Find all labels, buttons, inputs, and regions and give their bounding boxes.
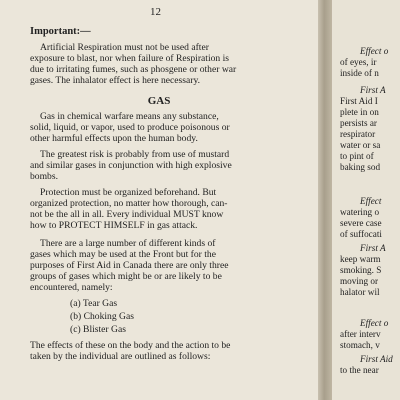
paragraph-line: not be the all in all. Every individual MUST know xyxy=(30,209,224,220)
right-line: to pint of xyxy=(340,151,374,161)
right-line: baking sod xyxy=(340,162,381,172)
paragraph-line: organized protection, no matter how thorough, can- xyxy=(30,198,228,209)
right-line: Effect o xyxy=(360,318,389,328)
important-label: Important:— xyxy=(30,26,91,37)
right-line: First Aid xyxy=(360,354,393,364)
important-line: exposure to blast, nor when failure of Respiration is xyxy=(30,53,230,64)
paragraph-line: Protection must be organized beforehand. But xyxy=(40,187,217,198)
right-line: after interv xyxy=(340,329,381,339)
paragraph-line: and similar gases in conjunction with high explosive xyxy=(30,160,232,171)
right-line: inside of n xyxy=(340,68,379,78)
paragraph-line: groups of gases which might be or are likely to be xyxy=(30,271,222,282)
right-line: to the near xyxy=(340,365,379,375)
right-line: of suffocati xyxy=(340,229,382,239)
right-line: First A xyxy=(360,85,386,95)
paragraph-line: bombs. xyxy=(30,171,58,182)
paragraph-line: encountered, namely: xyxy=(30,282,113,293)
right-line: persists ar xyxy=(340,118,377,128)
gas-list-item: (a) Tear Gas xyxy=(70,298,118,309)
right-line: Effect xyxy=(360,196,382,206)
paragraph-line: solid, liquid, or vapor, used to produce poisonous or xyxy=(30,122,230,133)
paragraph-line: other harmful effects upon the human body. xyxy=(30,133,198,144)
paragraph-line: taken by the individual are outlined as follows: xyxy=(30,351,211,362)
paragraph-line: gases which may be used at the Front but for the xyxy=(30,249,216,260)
gas-list-item: (b) Choking Gas xyxy=(70,311,134,322)
book-gutter xyxy=(318,0,332,400)
important-line: due to irritating fumes, such as phosgene or other war xyxy=(30,64,237,75)
right-line: watering o xyxy=(340,207,380,217)
right-page xyxy=(332,0,400,400)
right-line: plete in on xyxy=(340,107,379,117)
right-line: respirator xyxy=(340,129,376,139)
right-line: halator wil xyxy=(340,287,380,297)
paragraph-line: how to PROTECT HIMSELF in gas attack. xyxy=(30,220,198,231)
paragraph-line: The greatest risk is probably from use of mustard xyxy=(40,149,230,160)
page-number: 12 xyxy=(150,6,161,18)
right-line: severe case xyxy=(340,218,382,228)
important-line: Artificial Respiration must not be used after xyxy=(40,42,209,53)
right-line: of eyes, ir xyxy=(340,57,377,67)
right-line: First A xyxy=(360,243,386,253)
gas-list-item: (c) Blister Gas xyxy=(70,324,126,335)
right-line: keep warm xyxy=(340,254,381,264)
right-line: stomach, v xyxy=(340,340,380,350)
right-line: Effect o xyxy=(360,46,389,56)
right-line: moving or xyxy=(340,276,379,286)
paragraph-line: The effects of these on the body and the action to be xyxy=(30,340,231,351)
right-line: First Aid I xyxy=(340,96,378,106)
important-line: gases. The inhalator effect is here necessary. xyxy=(30,75,201,86)
paragraph-line: purposes of First Aid in Canada there are only three xyxy=(30,260,229,271)
right-line: water or sa xyxy=(340,140,381,150)
paragraph-line: Gas in chemical warfare means any substance, xyxy=(40,111,219,122)
paragraph-line: There are a large number of different kinds of xyxy=(40,238,216,249)
right-line: smoking. S xyxy=(340,265,382,275)
section-heading: GAS xyxy=(147,95,171,107)
